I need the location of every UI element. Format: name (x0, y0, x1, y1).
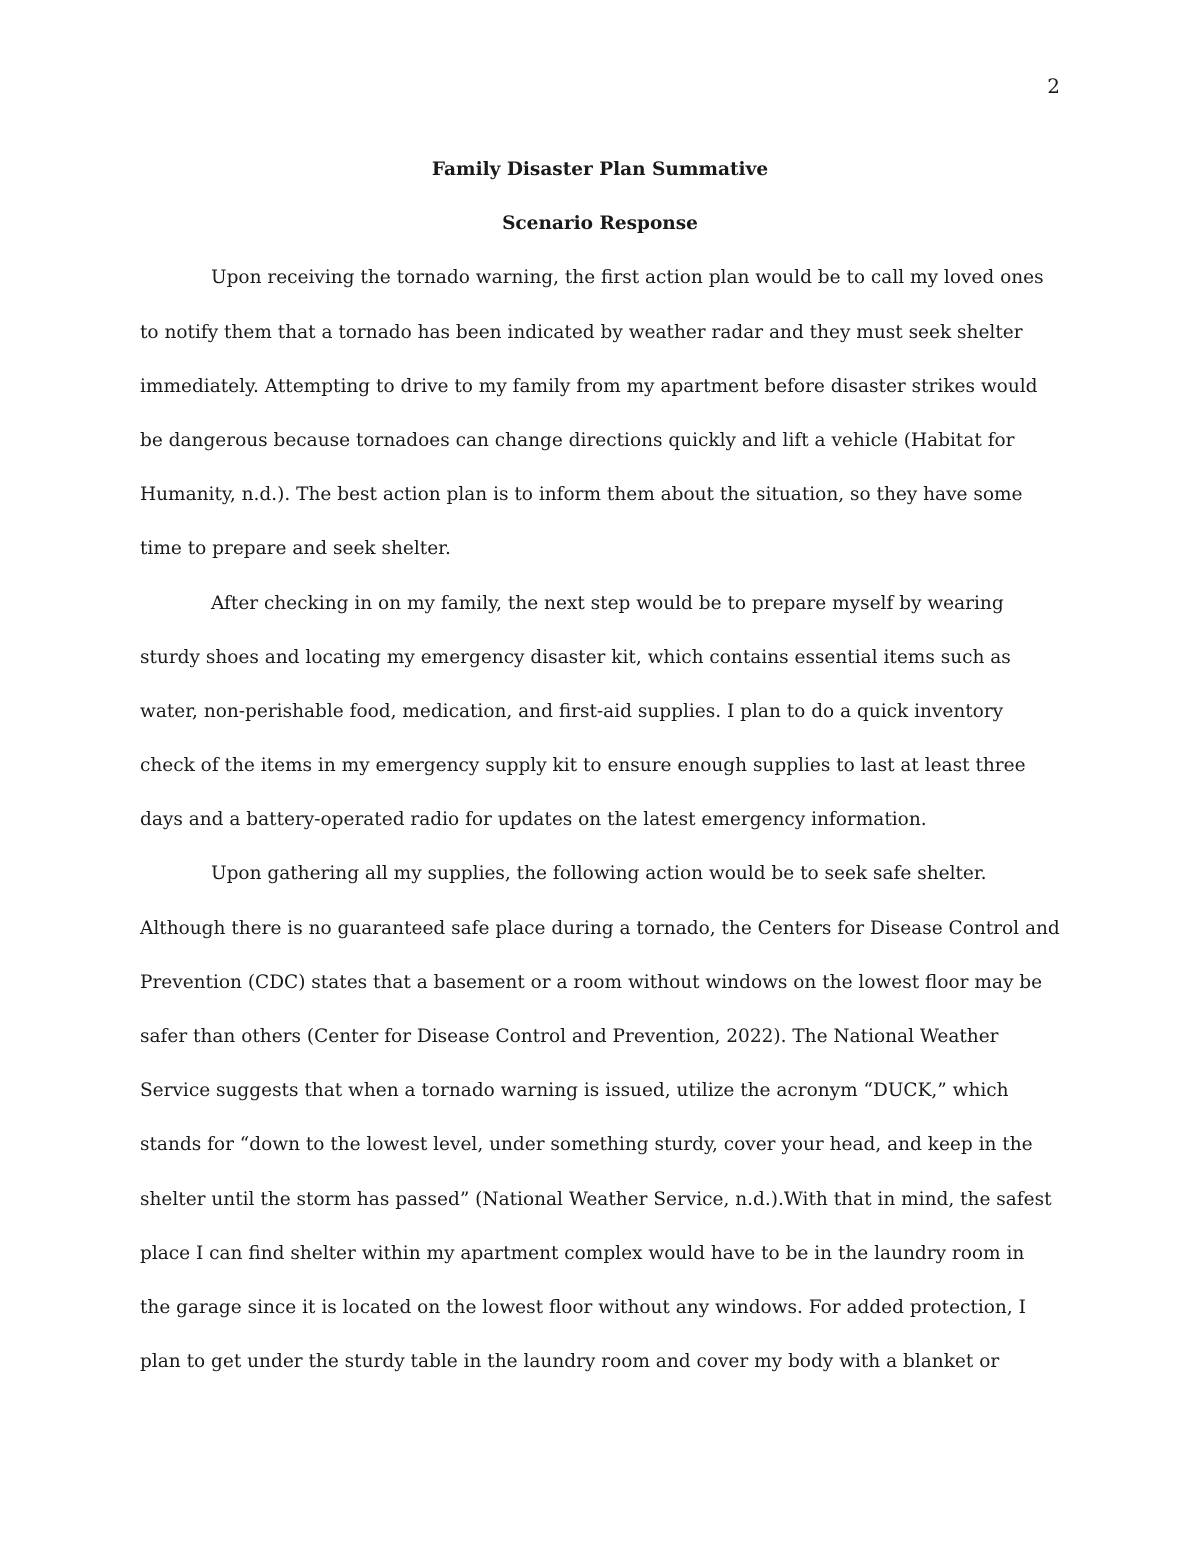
paragraph-line: days and a battery-operated radio for updates on the latest emergency information. (140, 809, 927, 831)
section-heading: Scenario Response (502, 213, 698, 235)
paragraph-line: water, non-perishable food, medication, and first-aid supplies. I plan to do a quick inventory (140, 700, 1004, 722)
paragraph-line: Upon gathering all my supplies, the following action would be to seek safe shelter. (211, 863, 987, 885)
paragraph-line: stands for “down to the lowest level, under something sturdy, cover your head, and keep in the (140, 1134, 1033, 1156)
paragraph-line: Service suggests that when a tornado warning is issued, utilize the acronym “DUCK,” which (140, 1080, 1009, 1102)
paragraph-line: Although there is no guaranteed safe place during a tornado, the Centers for Disease Control and (140, 917, 1060, 939)
paragraph-line: Humanity, n.d.). The best action plan is to inform them about the situation, so they have some (140, 484, 1023, 506)
paragraph-line: plan to get under the sturdy table in the laundry room and cover my body with a blanket or (140, 1351, 1000, 1373)
paragraph-line: place I can find shelter within my apartment complex would have to be in the laundry room in (140, 1242, 1025, 1264)
paragraph-line: shelter until the storm has passed” (National Weather Service, n.d.).With that in mind, the safest (140, 1188, 1052, 1210)
page-number: 2 (1047, 74, 1060, 98)
paragraph-line: After checking in on my family, the next step would be to prepare myself by wearing (211, 592, 1004, 614)
paragraph-line: check of the items in my emergency supply kit to ensure enough supplies to last at least three (140, 755, 1026, 777)
paragraph-line: to notify them that a tornado has been indicated by weather radar and they must seek shelter (140, 321, 1023, 343)
paragraph-line: the garage since it is located on the lowest floor without any windows. For added protection, I (140, 1296, 1026, 1318)
document-body (140, 143, 1060, 1389)
paragraph-line: time to prepare and seek shelter. (140, 538, 451, 560)
paragraph-2 (140, 577, 1060, 848)
paragraph-1 (140, 251, 1060, 576)
paragraph-line: safer than others (Center for Disease Control and Prevention, 2022). The National Weather (140, 1026, 999, 1047)
paragraph-line: immediately. Attempting to drive to my family from my apartment before disaster strikes would (140, 375, 1038, 397)
paragraph-line: Prevention (CDC) states that a basement or a room without windows on the lowest floor may be (140, 971, 1043, 993)
paragraph-line: be dangerous because tornadoes can change directions quickly and lift a vehicle (Habitat for (140, 429, 1015, 451)
document-title: Family Disaster Plan Summative (431, 159, 769, 180)
paragraph-3 (140, 847, 1060, 1389)
paragraph-line: sturdy shoes and locating my emergency disaster kit, which contains essential items such as (140, 646, 1011, 668)
paragraph-line: Upon receiving the tornado warning, the first action plan would be to call my loved ones (211, 267, 1044, 289)
